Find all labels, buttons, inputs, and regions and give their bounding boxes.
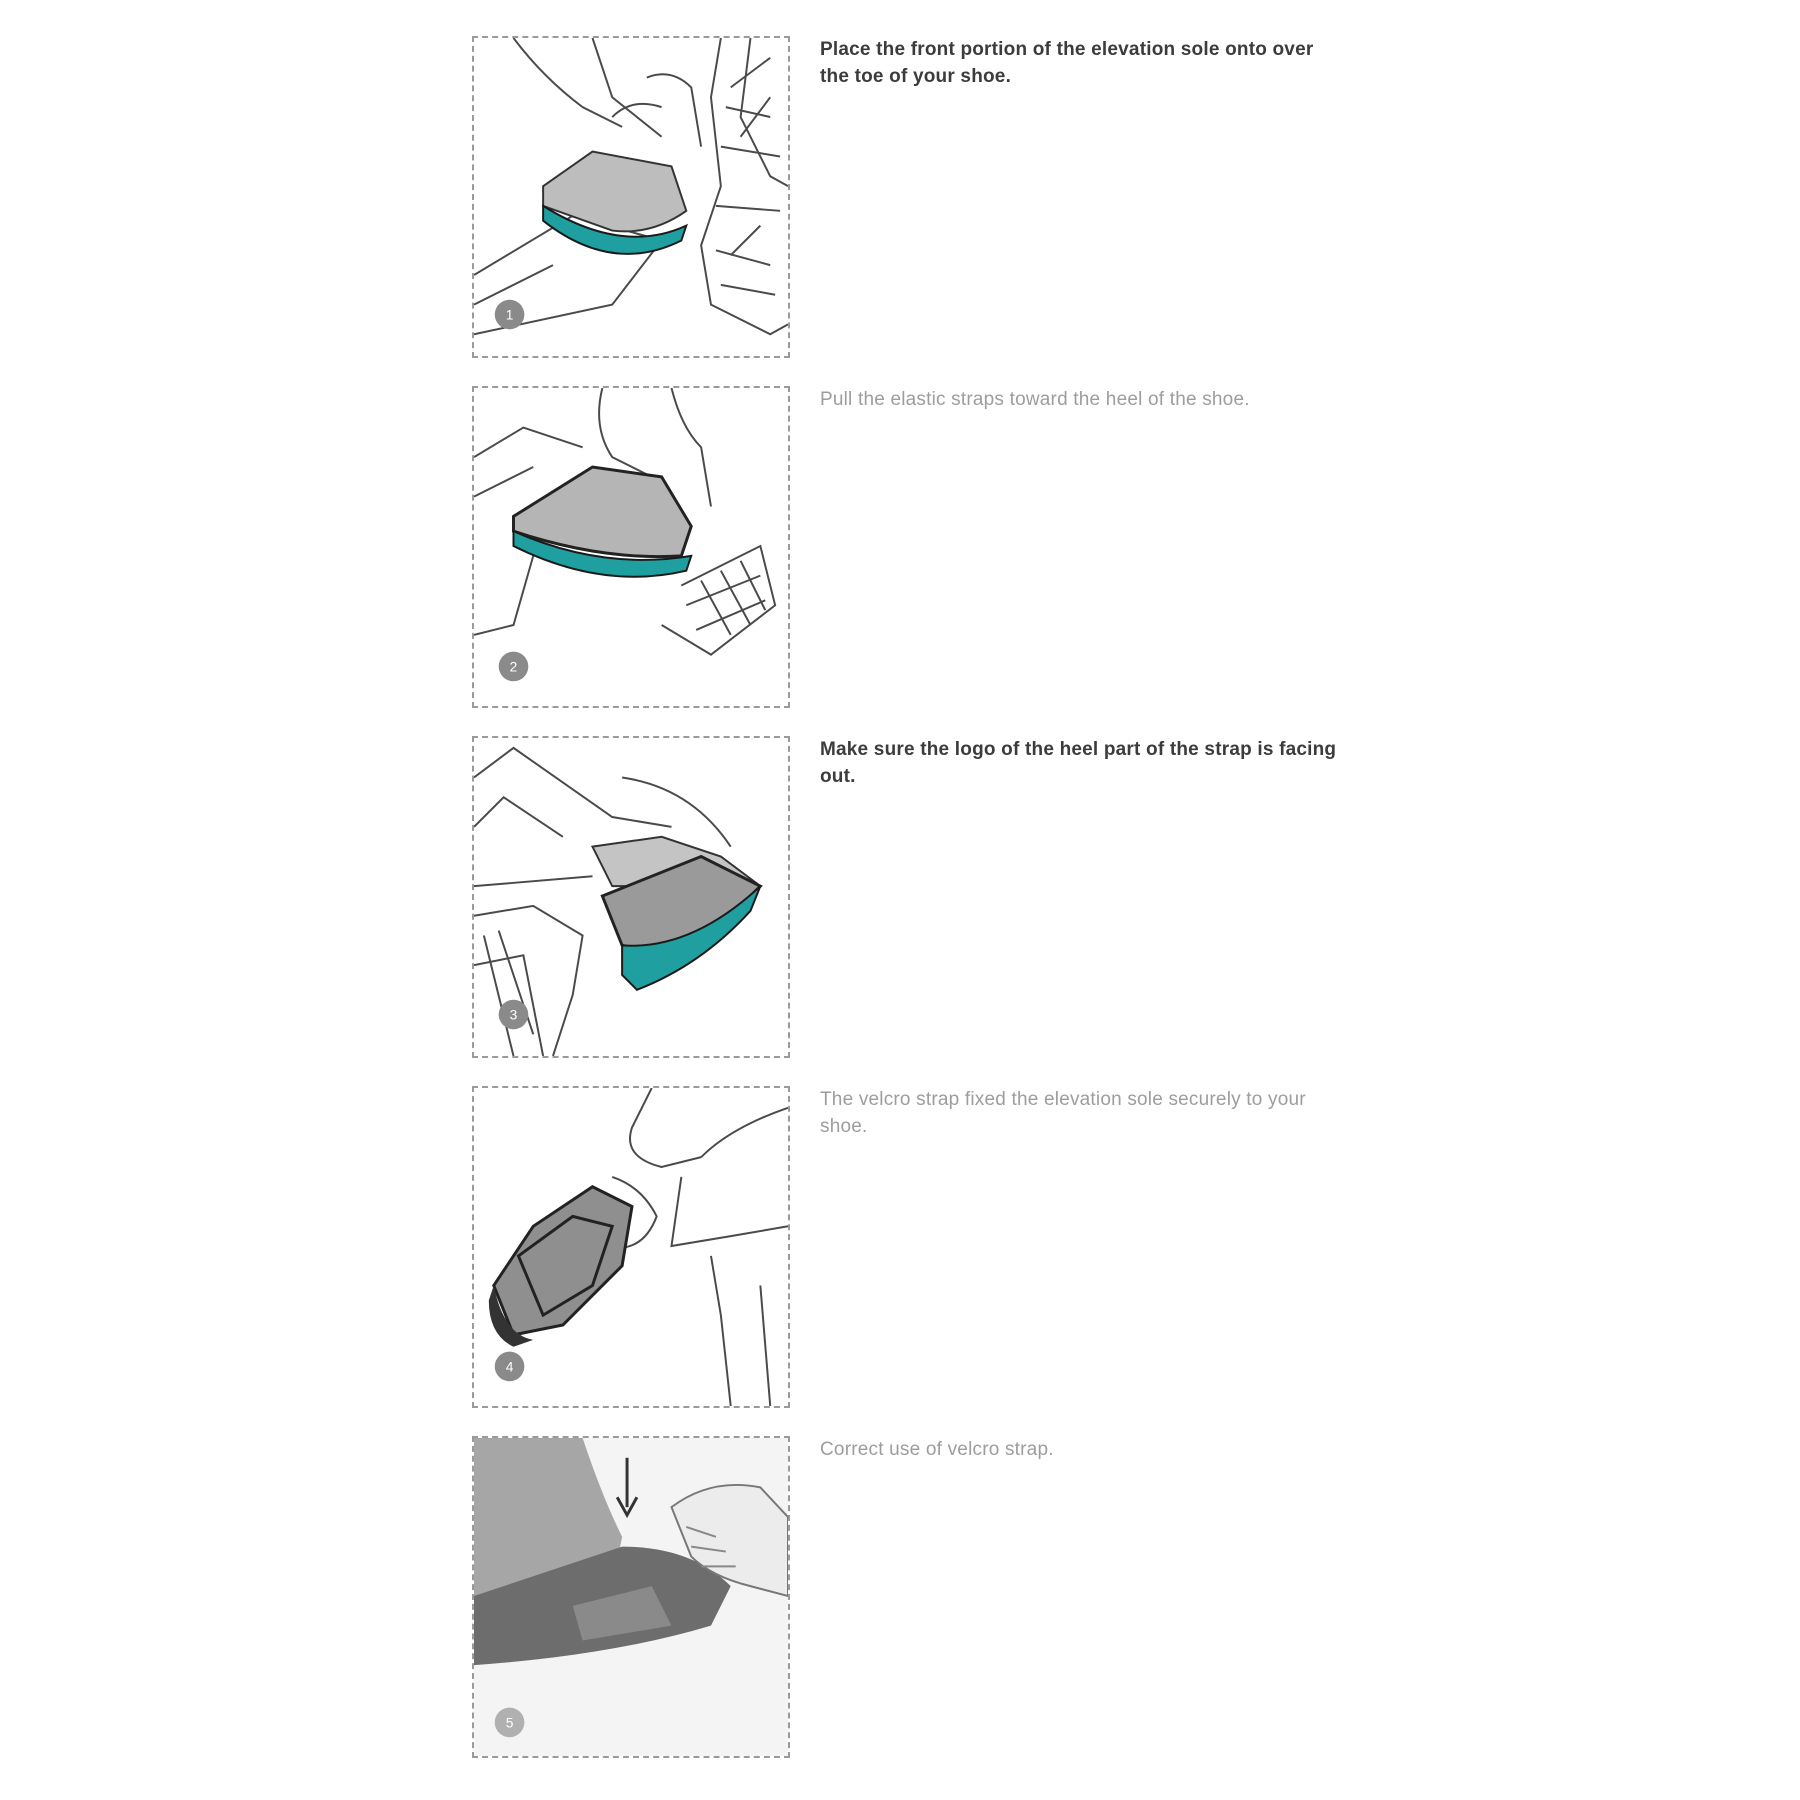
- shoe-toe-placement-illustration: [474, 38, 788, 356]
- svg-text:1: 1: [505, 306, 514, 323]
- step-4-illustration: [472, 1086, 790, 1408]
- elastic-strap-pull-illustration: [474, 388, 788, 706]
- step-3-caption: Make sure the logo of the heel part of the strap is facing out.: [820, 739, 1337, 787]
- instruction-step-1: [472, 36, 1332, 360]
- step-3-illustration: [472, 736, 790, 1058]
- instruction-step-4: [472, 1086, 1332, 1410]
- instruction-step-5: [472, 1436, 1332, 1760]
- step-5-caption: Correct use of velcro strap.: [820, 1439, 1054, 1460]
- instruction-step-3: [472, 736, 1337, 1060]
- instruction-step-2: [472, 386, 1332, 710]
- step-1-illustration: [472, 36, 790, 358]
- svg-text:4: 4: [505, 1358, 514, 1375]
- velcro-strap-fixing-illustration: [474, 1088, 788, 1406]
- step-2-illustration: [472, 386, 790, 708]
- velcro-strap-correct-use-illustration: [474, 1438, 788, 1756]
- svg-text:5: 5: [505, 1714, 514, 1731]
- svg-text:3: 3: [509, 1006, 518, 1023]
- heel-logo-facing-out-illustration: [474, 738, 788, 1056]
- step-4-caption: The velcro strap fixed the elevation sole securely to your shoe.: [820, 1089, 1306, 1137]
- step-1-caption: Place the front portion of the elevation sole onto over the toe of your shoe.: [820, 39, 1314, 87]
- svg-text:2: 2: [509, 658, 518, 675]
- step-2-caption: Pull the elastic straps toward the heel of the shoe.: [820, 389, 1250, 410]
- step-5-illustration: [472, 1436, 790, 1758]
